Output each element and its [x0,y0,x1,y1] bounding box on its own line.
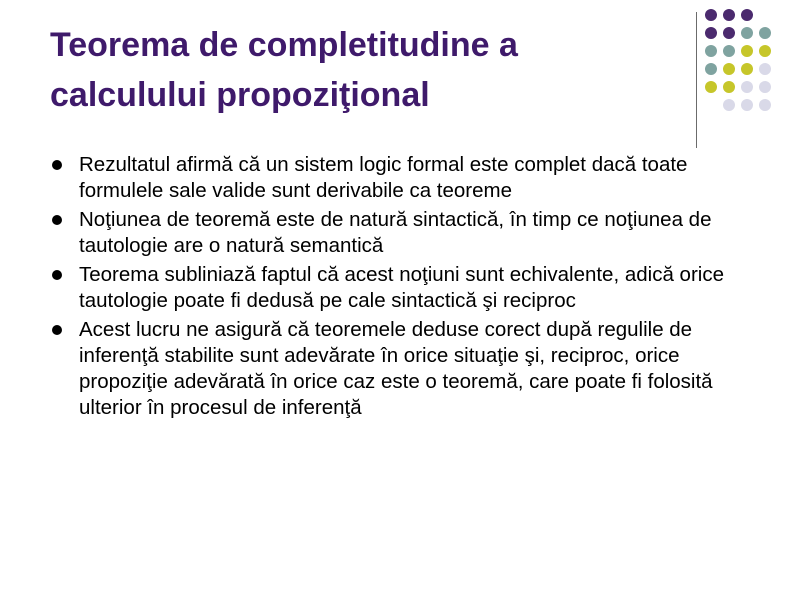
decorative-dot-teal [705,45,717,57]
decorative-dot-purple [705,27,717,39]
decorative-dot-lavender [759,63,771,75]
slide-title-line-1: Teorema de completitudine a [50,26,518,64]
decorative-dot-purple [723,27,735,39]
decorative-dot-teal [741,27,753,39]
decorative-dot-olive [741,63,753,75]
decorative-dot-purple [723,9,735,21]
decorative-dot-lavender [723,99,735,111]
bullet-text-4: Acest lucru ne asigură că teoremele deduse corect după regulile de inferenţă stabilite sunt adevărate în orice situaţie şi, reciproc, orice propoziţie adevărată în orice caz este o teoremă, care poate fi folosită ulterior în procesul de inferenţă [79,318,713,419]
bullet-dot-icon [52,160,62,170]
decorative-dot-lavender [741,99,753,111]
bullet-item-3 [48,262,753,314]
decorative-dot-lavender [759,99,771,111]
decorative-dot-grid [705,9,785,137]
decorative-dot-teal [759,27,771,39]
decorative-dot-olive [705,81,717,93]
bullet-text-3: Teorema subliniază faptul că acest noţiuni sunt echivalente, adică orice tautologie poate fi dedusă pe cale sintactică şi reciproc [79,263,724,312]
slide-title-line-2: calculului propoziţional [50,76,430,114]
decorative-dot-olive [759,45,771,57]
bullet-item-1 [48,152,753,204]
decorative-dot-purple [741,9,753,21]
decorative-dot-olive [723,63,735,75]
bullet-list [48,152,753,424]
decorative-dot-lavender [759,81,771,93]
decorative-dot-olive [741,45,753,57]
slide-title [50,20,690,120]
bullet-dot-icon [52,215,62,225]
decorative-dot-teal [705,63,717,75]
bullet-item-2 [48,207,753,259]
bullet-dot-icon [52,270,62,280]
bullet-item-4 [48,317,753,421]
bullet-dot-icon [52,325,62,335]
decorative-dot-teal [723,45,735,57]
bullet-text-2: Noţiunea de teoremă este de natură sintactică, în timp ce noţiunea de tautologie are o natură semantică [79,208,712,257]
title-divider-line [696,12,697,148]
decorative-dot-lavender [741,81,753,93]
decorative-dot-olive [723,81,735,93]
decorative-dot-purple [705,9,717,21]
bullet-text-1: Rezultatul afirmă că un sistem logic formal este complet dacă toate formulele sale valide sunt derivabile ca teoreme [79,153,688,202]
